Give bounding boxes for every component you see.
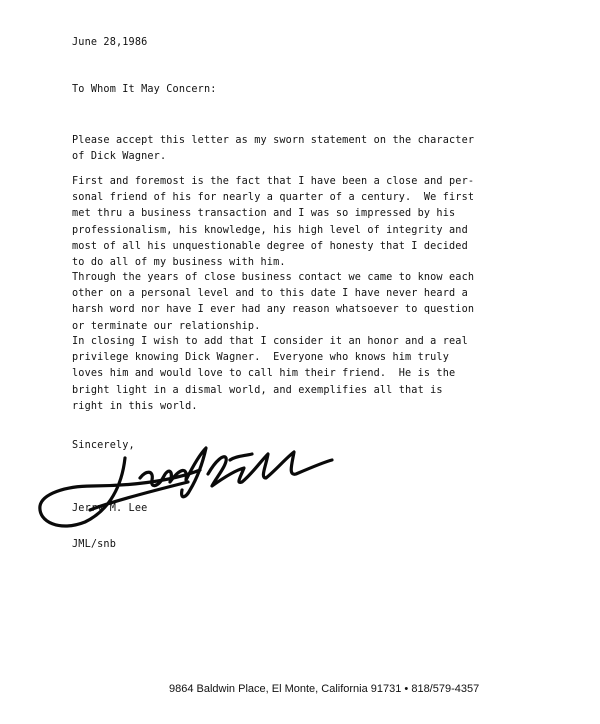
- handwritten-signature: [30, 440, 340, 550]
- salutation: To Whom It May Concern:: [72, 84, 217, 95]
- signer-name: Jerry M. Lee: [72, 503, 148, 514]
- complimentary-closing: Sincerely,: [72, 440, 135, 451]
- paragraph-relationship: Through the years of close business contact we came to know each other on a personal level and to this date I have never heard a harsh word nor have I ever had any reason whatsoever to question or terminate our relationship.: [72, 272, 475, 332]
- paragraph-closing: In closing I wish to add that I consider it an honor and a real privilege knowing Dick Wagner. Everyone who knows him truly loves him and would love to call him their friend. He is the bright light in a dismal world, and exemplifies all that is right in this world.: [72, 336, 468, 412]
- paragraph-friendship: First and foremost is the fact that I have been a close and per- sonal friend of his for nearly a quarter of a century. We first met thru a business transaction and I was so impressed by his professionalism, his knowledge, his high level of integrity and most of all his unquestionable degree of honesty that I decided to do all of my business with him.: [72, 176, 475, 269]
- footer-address: 9864 Baldwin Place, El Monte, California 91731 • 818/579-4357: [169, 683, 480, 695]
- paragraph-statement: Please accept this letter as my sworn statement on the character of Dick Wagner.: [72, 135, 475, 163]
- letter-date: June 28,1986: [72, 37, 148, 48]
- typist-initials: JML/snb: [72, 539, 116, 550]
